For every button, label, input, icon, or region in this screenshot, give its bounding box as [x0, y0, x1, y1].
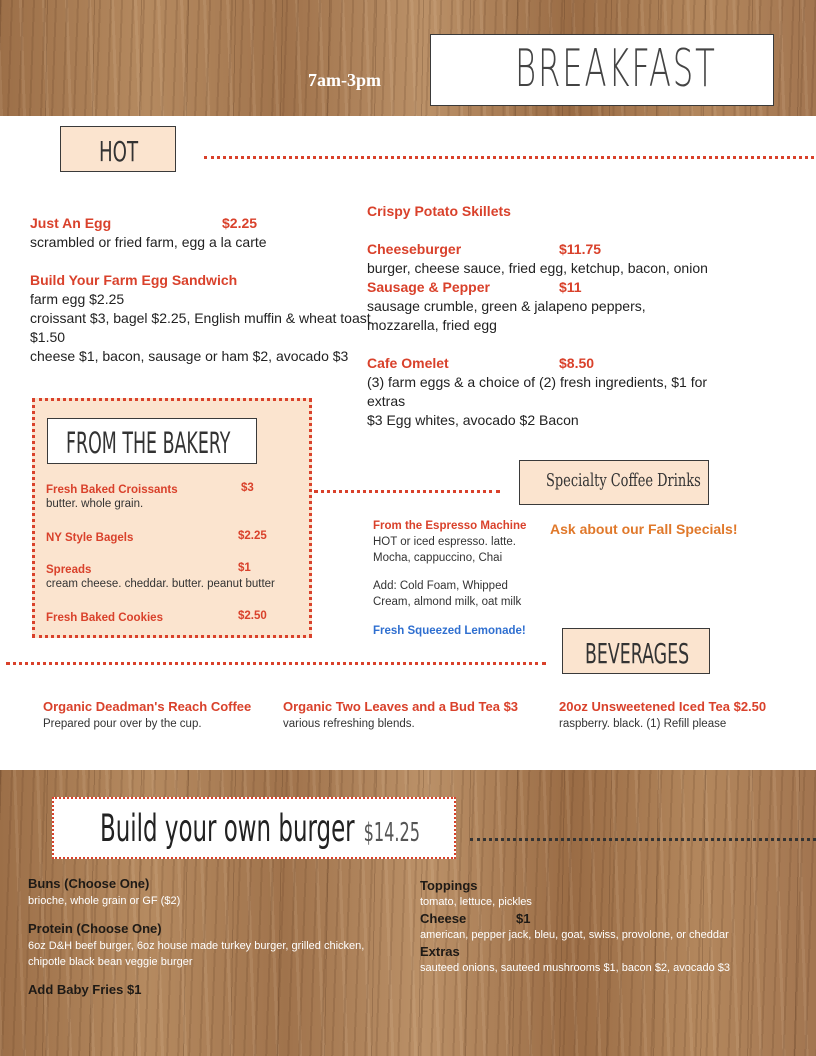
bakery-heading-box: [47, 418, 257, 464]
breakfast-title: BREAKFAST: [515, 39, 717, 99]
espresso-line: HOT or iced espresso. latte.: [373, 536, 516, 548]
menu-item: [46, 608, 296, 624]
item-price: $11.75: [559, 241, 602, 257]
beverages-heading-box: [562, 628, 710, 674]
item-name: 20oz Unsweetened Iced Tea $2.50: [559, 699, 767, 714]
item-name: Cafe Omelet: [367, 355, 449, 371]
item-line: extras: [367, 393, 406, 409]
burger-heading-box: [52, 797, 456, 859]
item-name: Just An Egg: [30, 215, 112, 231]
item-price: $3: [241, 482, 254, 494]
hot-left-column: [30, 214, 370, 366]
beverages-heading: BEVERAGES: [585, 637, 690, 670]
item-name: Fresh Baked Croissants: [46, 484, 178, 496]
item-line: farm egg $2.25: [30, 291, 125, 307]
item-price: $11: [559, 279, 582, 295]
breakfast-title-box: [430, 34, 774, 106]
coffee-heading: Specialty Coffee Drinks: [546, 470, 701, 491]
bakery-divider-dots: [314, 490, 500, 493]
menu-item: [46, 528, 296, 544]
item-description: raspberry. black. (1) Refill please: [559, 718, 727, 730]
lemonade-label: Fresh Squeezed Lemonade!: [373, 625, 526, 637]
item-name: NY Style Bagels: [46, 532, 134, 544]
hot-heading: HOT: [99, 135, 139, 168]
espresso-line: Mocha, cappuccino, Chai: [373, 552, 503, 564]
toppings-desc: tomato, lettuce, pickles: [420, 896, 532, 908]
item-name: Crispy Potato Skillets: [367, 203, 511, 219]
extras-desc: sauteed onions, sauteed mushrooms $1, bacon $2, avocado $3: [420, 962, 731, 974]
hot-right-column: [367, 202, 712, 430]
burger-heading: Build your own burger: [100, 807, 355, 850]
item-description: scrambled or fried farm, egg a la carte: [30, 234, 267, 250]
coffee-column: [373, 518, 548, 639]
item-line: cheese $1, bacon, sausage or ham $2, avocado $3: [30, 348, 349, 364]
menu-item-sausage-pepper: [367, 278, 712, 297]
burger-price: $14.25: [363, 818, 420, 848]
hot-divider-dots: [204, 156, 814, 159]
item-line: $1.50: [30, 329, 66, 345]
protein-title: Protein (Choose One): [28, 921, 162, 936]
bakery-panel: [32, 398, 312, 638]
item-name: Fresh Baked Cookies: [46, 612, 163, 624]
toppings-title: Toppings: [420, 878, 478, 893]
menu-item-cheeseburger: [367, 240, 712, 259]
item-line: sausage crumble, green & jalapeno peppers,: [367, 298, 646, 314]
item-name: Build Your Farm Egg Sandwich: [30, 272, 238, 288]
item-name: Spreads: [46, 564, 92, 576]
espresso-title: From the Espresso Machine: [373, 520, 527, 532]
cheese-title: Cheese: [420, 911, 467, 926]
item-description: burger, cheese sauce, fried egg, ketchup, bacon, onion: [367, 260, 708, 276]
burger-right-column: [420, 877, 810, 976]
item-name: Organic Deadman's Reach Coffee: [43, 699, 252, 714]
item-name: Sausage & Pepper: [367, 279, 490, 295]
item-price: $8.50: [559, 355, 595, 371]
item-description: butter. whole grain.: [46, 498, 144, 510]
add-ons-line: Cream, almond milk, oat milk: [373, 596, 522, 608]
burger-divider-dots: [470, 838, 816, 841]
protein-line: chipotle black bean veggie burger: [28, 956, 193, 968]
add-ons-line: Add: Cold Foam, Whipped: [373, 580, 508, 592]
burger-left-column: [28, 874, 408, 999]
item-line: (3) farm eggs & a choice of (2) fresh ingredients, $1 for: [367, 374, 708, 390]
item-name: Cheeseburger: [367, 241, 462, 257]
item-price: $2.25: [222, 215, 258, 231]
buns-desc: brioche, whole grain or GF ($2): [28, 895, 181, 907]
menu-item-just-an-egg: [30, 214, 370, 233]
hours-label: 7am-3pm: [308, 70, 381, 90]
item-line: mozzarella, fried egg: [367, 317, 497, 333]
item-line: $3 Egg whites, avocado $2 Bacon: [367, 412, 579, 428]
cheese-row: [420, 910, 810, 927]
hot-heading-box: [60, 126, 176, 172]
bakery-heading: FROM THE BAKERY: [66, 426, 231, 460]
menu-item-cafe-omelet: [367, 354, 712, 373]
baby-fries-label: Add Baby Fries $1: [28, 982, 142, 997]
extras-title: Extras: [420, 944, 460, 959]
item-line: croissant $3, bagel $2.25, English muffin & wheat toast: [30, 310, 371, 326]
beverage-item: [283, 697, 518, 732]
coffee-heading-box: [519, 460, 709, 505]
beverages-divider-dots: [6, 662, 546, 665]
beverage-item: [559, 697, 766, 732]
menu-item: [46, 480, 296, 496]
item-price: $1: [238, 562, 251, 574]
cheese-desc: american, pepper jack, bleu, goat, swiss, provolone, or cheddar: [420, 929, 729, 941]
protein-line: 6oz D&H beef burger, 6oz house made turkey burger, grilled chicken,: [28, 940, 365, 952]
fall-specials-label: Ask about our Fall Specials!: [550, 521, 738, 537]
beverage-item: [43, 697, 251, 732]
item-description: cream cheese. cheddar. butter. peanut butter: [46, 578, 275, 590]
menu-item: [46, 560, 296, 576]
burger-heading-row: [100, 807, 420, 850]
bakery-list: [46, 480, 296, 624]
cheese-price: $1: [516, 911, 531, 926]
item-description: Prepared pour over by the cup.: [43, 718, 202, 730]
item-price: $2.25: [238, 530, 267, 542]
item-description: various refreshing blends.: [283, 718, 415, 730]
item-price: $2.50: [238, 610, 267, 622]
buns-title: Buns (Choose One): [28, 876, 150, 891]
item-name: Organic Two Leaves and a Bud Tea $3: [283, 699, 519, 714]
